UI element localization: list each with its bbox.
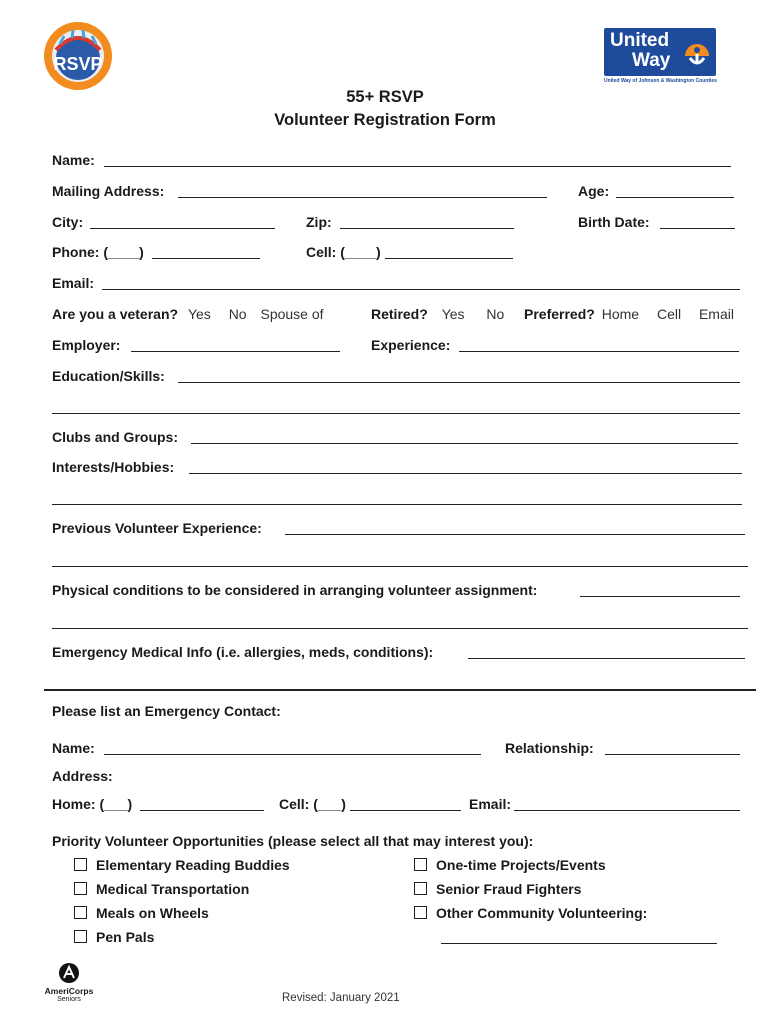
education-input-line[interactable]: [178, 382, 740, 383]
age-label: Age:: [578, 183, 610, 199]
preferred-cell-option[interactable]: Cell: [656, 306, 682, 322]
opportunity-item[interactable]: [74, 857, 290, 873]
age-input-line[interactable]: [616, 197, 734, 198]
experience-input-line[interactable]: [459, 351, 739, 352]
americorps-logo: [44, 962, 94, 1008]
preferred-home-option[interactable]: Home: [601, 306, 640, 322]
zip-label: Zip:: [306, 214, 332, 230]
clubs-label: Clubs and Groups:: [52, 429, 178, 445]
opportunity-label: Meals on Wheels: [96, 905, 209, 921]
americorps-name: AmeriCorps: [44, 986, 94, 996]
united-way-line1: United: [610, 30, 670, 51]
checkbox-icon[interactable]: [74, 906, 87, 919]
emergency-cell-label: Cell: (___): [279, 796, 346, 812]
email-label: Email:: [52, 275, 95, 291]
city-label: City:: [52, 214, 84, 230]
form-subtitle: Volunteer Registration Form: [274, 111, 496, 129]
united-way-line2: Way: [632, 50, 671, 71]
opportunity-label: Medical Transportation: [96, 881, 250, 897]
checkbox-icon[interactable]: [414, 858, 427, 871]
veteran-spouse-option[interactable]: Spouse of: [260, 306, 324, 322]
retired-no-option[interactable]: No: [486, 306, 505, 322]
other-volunteering-input-line[interactable]: [441, 943, 717, 944]
opportunity-item[interactable]: [74, 881, 249, 897]
phone-input-line[interactable]: [152, 258, 260, 259]
united-way-subtitle: United Way of Johnson & Washington Counties: [604, 78, 717, 84]
americorps-sub: Seniors: [57, 996, 81, 1003]
preferred-label: Preferred?: [524, 306, 595, 322]
emergency-relationship-input-line[interactable]: [605, 754, 740, 755]
retired-label: Retired?: [371, 306, 428, 322]
opportunity-item[interactable]: [74, 905, 209, 921]
opportunity-item[interactable]: [74, 929, 154, 945]
checkbox-icon[interactable]: [74, 882, 87, 895]
employer-label: Employer:: [52, 337, 121, 353]
previous-volunteer-label: Previous Volunteer Experience:: [52, 520, 262, 536]
mailing-address-input-line[interactable]: [178, 197, 547, 198]
opportunity-item[interactable]: [414, 881, 581, 897]
emergency-email-label: Email:: [469, 796, 512, 812]
emergency-email-input-line[interactable]: [514, 810, 740, 811]
medical-info-input-line-2[interactable]: [44, 689, 756, 691]
opportunity-item[interactable]: [414, 857, 606, 873]
clubs-input-line[interactable]: [191, 443, 738, 444]
revised-date: Revised: January 2021: [282, 992, 400, 1004]
emergency-home-label: Home: (___): [52, 796, 133, 812]
education-input-line-2[interactable]: [52, 413, 740, 414]
veteran-row: [52, 306, 324, 322]
emergency-address-label: Address:: [52, 768, 113, 784]
opportunities-heading: Priority Volunteer Opportunities (please select all that may interest you):: [52, 833, 534, 849]
name-input-line[interactable]: [104, 166, 731, 167]
mailing-address-label: Mailing Address:: [52, 183, 165, 199]
united-way-logo: [604, 28, 718, 86]
experience-label: Experience:: [371, 337, 451, 353]
city-input-line[interactable]: [90, 228, 275, 229]
emergency-relationship-label: Relationship:: [505, 740, 594, 756]
cell-input-line[interactable]: [385, 258, 513, 259]
emergency-home-input-line[interactable]: [140, 810, 264, 811]
birth-date-label: Birth Date:: [578, 214, 650, 230]
phone-label: Phone: (____): [52, 244, 144, 260]
americorps-icon: [58, 962, 80, 984]
opportunity-label: Elementary Reading Buddies: [96, 857, 290, 873]
retired-row: [371, 306, 504, 322]
cell-label: Cell: (____): [306, 244, 381, 260]
emergency-name-label: Name:: [52, 740, 95, 756]
medical-info-input-line[interactable]: [468, 658, 745, 659]
rsvp-logo: [42, 20, 114, 92]
veteran-no-option[interactable]: No: [228, 306, 247, 322]
emergency-contact-heading: Please list an Emergency Contact:: [52, 703, 281, 719]
opportunity-label: Senior Fraud Fighters: [436, 881, 582, 897]
checkbox-icon[interactable]: [414, 882, 427, 895]
helping-hand-icon: [682, 36, 712, 70]
medical-info-label: Emergency Medical Info (i.e. allergies, meds, conditions):: [52, 644, 434, 660]
form-title: 55+ RSVP: [346, 88, 424, 106]
zip-input-line[interactable]: [340, 228, 514, 229]
education-label: Education/Skills:: [52, 368, 165, 384]
rsvp-logo-text: RSVP: [53, 54, 103, 74]
veteran-yes-option[interactable]: Yes: [187, 306, 211, 322]
interests-input-line[interactable]: [189, 473, 742, 474]
email-input-line[interactable]: [102, 289, 740, 290]
opportunity-label: Other Community Volunteering:: [436, 905, 648, 921]
interests-label: Interests/Hobbies:: [52, 459, 175, 475]
previous-volunteer-input-line-2[interactable]: [52, 566, 748, 567]
opportunity-label: One-time Projects/Events: [436, 857, 606, 873]
checkbox-icon[interactable]: [74, 858, 87, 871]
emergency-name-input-line[interactable]: [104, 754, 481, 755]
birth-date-input-line[interactable]: [660, 228, 735, 229]
veteran-label: Are you a veteran?: [52, 306, 179, 322]
preferred-row: [524, 306, 734, 322]
opportunity-item[interactable]: [414, 905, 647, 921]
physical-conditions-input-line-2[interactable]: [52, 628, 748, 629]
retired-yes-option[interactable]: Yes: [441, 306, 465, 322]
opportunity-label: Pen Pals: [96, 929, 155, 945]
previous-volunteer-input-line[interactable]: [285, 534, 745, 535]
checkbox-icon[interactable]: [414, 906, 427, 919]
preferred-email-option[interactable]: Email: [698, 306, 734, 322]
checkbox-icon[interactable]: [74, 930, 87, 943]
physical-conditions-label: Physical conditions to be considered in arranging volunteer assignment:: [52, 582, 538, 598]
emergency-cell-input-line[interactable]: [350, 810, 461, 811]
name-label: Name:: [52, 152, 95, 168]
physical-conditions-input-line[interactable]: [580, 596, 740, 597]
interests-input-line-2[interactable]: [52, 504, 742, 505]
employer-input-line[interactable]: [131, 351, 340, 352]
